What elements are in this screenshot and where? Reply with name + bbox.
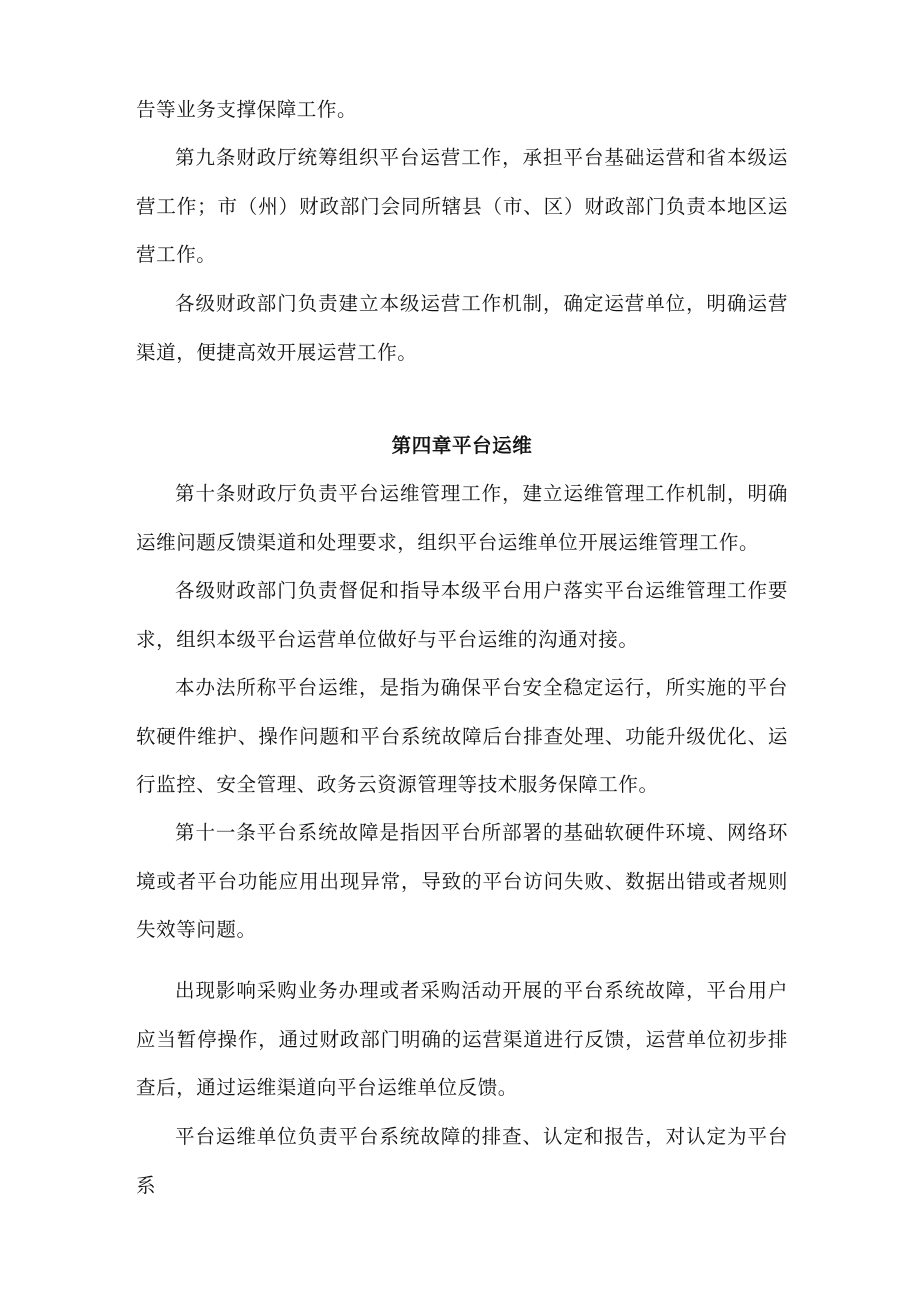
paragraph-maintenance-definition: 本办法所称平台运维，是指为确保平台安全稳定运行，所实施的平台软硬件维护、操作问题和平台系统故障后台排查处理、功能升级优化、运行监控、安全管理、政务云资源管理等技术服务保障工作。	[136, 676, 788, 796]
paragraph-operation-mechanism: 各级财政部门负责建立本级运营工作机制，确定运营单位，明确运营渠道，便捷高效开展运营工作。	[136, 292, 788, 364]
paragraph-article-11: 第十一条平台系统故障是指因平台所部署的基础软硬件环境、网络环境或者平台功能应用出现异常，导致的平台访问失败、数据出错或者规则失效等问题。	[136, 821, 788, 941]
paragraph-fault-reporting: 出现影响采购业务办理或者采购活动开展的平台系统故障，平台用户应当暂停操作，通过财政部门明确的运营渠道进行反馈，运营单位初步排查后，通过运维渠道向平台运维单位反馈。	[136, 979, 788, 1099]
paragraph-fault-investigation: 平台运维单位负责平台系统故障的排查、认定和报告，对认定为平台系	[136, 1125, 788, 1197]
chapter-heading: 第四章平台运维	[391, 434, 533, 457]
paragraph-supervision: 各级财政部门负责督促和指导本级平台用户落实平台运维管理工作要求，组织本级平台运营单位做好与平台运维的沟通对接。	[136, 579, 788, 651]
paragraph-article-9: 第九条财政厅统筹组织平台运营工作，承担平台基础运营和省本级运营工作；市（州）财政部门会同所辖县（市、区）财政部门负责本地区运营工作。	[136, 146, 788, 266]
paragraph-continuation: 告等业务支撑保障工作。	[136, 98, 358, 121]
paragraph-article-10: 第十条财政厅负责平台运维管理工作，建立运维管理工作机制，明确运维问题反馈渠道和处理要求，组织平台运维单位开展运维管理工作。	[136, 482, 788, 554]
